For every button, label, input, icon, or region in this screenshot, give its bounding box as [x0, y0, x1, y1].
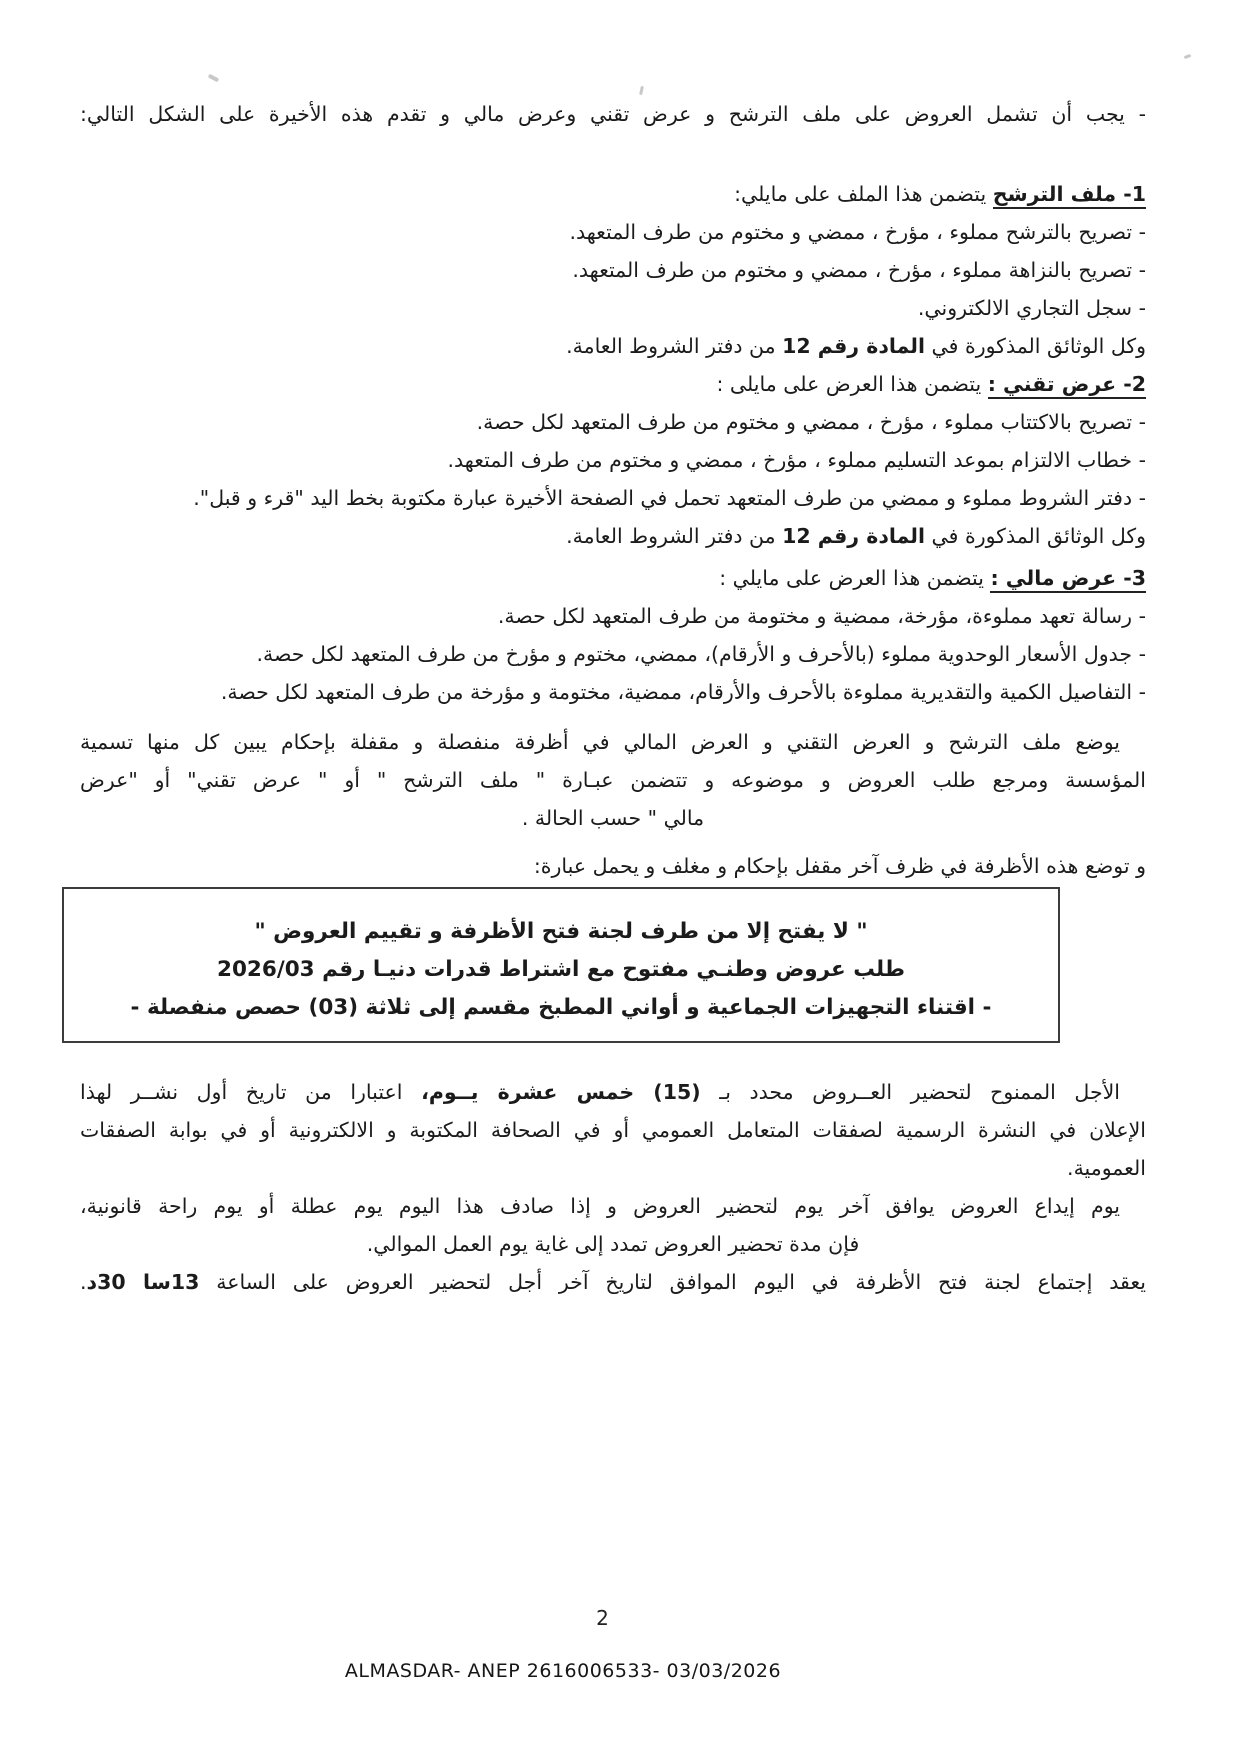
note-text: وكل الوثائق المذكورة في [925, 524, 1146, 548]
deadline-text: اعتبارا من تاريخ أول نشــر لهذا [80, 1080, 422, 1104]
envelope-intro-line: و توضع هذه الأظرفة في ظرف آخر مقفل بإحكام و مغلف و يحمل عبارة: [533, 854, 1146, 878]
notice-box-line: " لا يفتح إلا من طرف لجنة فتح الأظرفة و تقييم العروض " [254, 919, 868, 944]
section-3-item: - التفاصيل الكمية والتقديرية مملوءة بالأحرف والأرقام، ممضية، مختومة و مؤرخة من طرف المتعهد لكل حصة. [220, 680, 1146, 704]
section-2-heading [80, 365, 1146, 403]
section-1-title-rest: يتضمن هذا الملف على مايلي: [734, 182, 993, 206]
submission-line: يوم إيداع العروض يوافق آخر يوم لتحضير العروض و إذا صادف هذا اليوم يوم عطلة أو يوم راحة قانونية، [80, 1194, 1120, 1218]
notice-box-line: - اقتناء التجهيزات الجماعية و أواني المطبخ مقسم إلى ثلاثة (03) حصص منفصلة - [130, 995, 992, 1020]
section-3-heading [80, 559, 1146, 597]
page-number: 2 [596, 1606, 609, 1630]
section-1-item: - تصريح بالنزاهة مملوء ، مؤرخ ، ممضي و مختوم من طرف المتعهد. [572, 258, 1146, 282]
section-2-item: - خطاب الالتزام بموعد التسليم مملوء ، مؤرخ ، ممضي و مختوم من طرف المتعهد. [447, 448, 1146, 472]
note-article-ref: المادة رقم 12 [782, 524, 926, 548]
placement-line: المؤسسة ومرجع طلب العروض و موضوعه و تتضمن عبـارة " ملف الترشح " أو " عرض تقني" أو "عرض [80, 768, 1146, 792]
publication-reference: ALMASDAR- ANEP 2616006533- 03/03/2026 [344, 1660, 782, 1682]
submission-paragraph [80, 1187, 1146, 1263]
section-2-item: - تصريح بالاكتتاب مملوء ، مؤرخ ، ممضي و مختوم من طرف المتعهد لكل حصة. [476, 410, 1146, 434]
note-text: من دفتر الشروط العامة. [566, 524, 783, 548]
opening-text: . [80, 1270, 87, 1294]
deadline-line: الإعلان في النشرة الرسمية لصفقات المتعامل العمومي أو في الصحافة المكتوبة و الالكترونية أو في بوابة الصفقات [80, 1118, 1146, 1142]
envelope-notice-box [62, 887, 1060, 1043]
opening-time: 13سا 30د [86, 1270, 200, 1294]
section-1-item: - تصريح بالترشح مملوء ، مؤرخ ، ممضي و مختوم من طرف المتعهد. [569, 220, 1146, 244]
placement-line: مالي " حسب الحالة . [521, 806, 705, 830]
deadline-line: العمومية. [1067, 1156, 1146, 1180]
scan-speck [1184, 54, 1192, 59]
note-article-ref: المادة رقم 12 [782, 334, 926, 358]
deadline-duration: (15) خمس عشرة يــوم، [421, 1080, 701, 1104]
deadline-text: الأجل الممنوح لتحضير العــروض محدد بـ [700, 1080, 1121, 1104]
intro-paragraph: - يجب أن تشمل العروض على ملف الترشح و عرض تقني وعرض مالي و تقدم هذه الأخيرة على الشكل التالي: [80, 102, 1146, 126]
note-text: وكل الوثائق المذكورة في [925, 334, 1146, 358]
section-2-title-rest: يتضمن هذا العرض على مايلى : [716, 372, 988, 396]
note-text: من دفتر الشروط العامة. [566, 334, 783, 358]
opening-meeting-line [80, 1263, 1146, 1301]
section-3-item: - رسالة تعهد مملوءة، مؤرخة، ممضية و مختومة من طرف المتعهد لكل حصة. [497, 604, 1146, 628]
submission-line: فإن مدة تحضير العروض تمدد إلى غاية يوم العمل الموالي. [366, 1232, 860, 1256]
section-2-note [80, 517, 1146, 555]
placement-line: يوضع ملف الترشح و العرض التقني و العرض المالي في أظرفة منفصلة و مقفلة بإحكام يبين كل منها تسمية [80, 730, 1120, 754]
section-3-title: 3- عرض مالي : [990, 566, 1146, 593]
placement-paragraph [80, 723, 1146, 837]
section-3-title-rest: يتضمن هذا العرض على مايلي : [719, 566, 991, 590]
section-2-title: 2- عرض تقني : [988, 372, 1146, 399]
section-1-note [80, 327, 1146, 365]
section-1-heading [80, 175, 1146, 213]
section-1-item: - سجل التجاري الالكتروني. [917, 296, 1146, 320]
section-2-item: - دفتر الشروط مملوء و ممضي من طرف المتعهد تحمل في الصفحة الأخيرة عبارة مكتوبة بخط اليد "قرء و قبل". [193, 486, 1146, 510]
opening-text: يعقد إجتماع لجنة فتح الأظرفة في اليوم الموافق لتاريخ آخر أجل لتحضير العروض على الساعة [199, 1270, 1146, 1294]
section-1-title: 1- ملف الترشح [993, 182, 1146, 209]
deadline-line [80, 1073, 1146, 1111]
notice-box-line: طلب عروض وطنـي مفتوح مع اشتراط قدرات دنيـا رقم 2026/03 [217, 957, 905, 982]
document-body [80, 0, 1146, 1301]
deadline-paragraph [80, 1073, 1146, 1187]
section-3-item: - جدول الأسعار الوحدوية مملوء (بالأحرف و الأرقام)، ممضي، مختوم و مؤرخ من طرف المتعهد لكل حصة. [256, 642, 1146, 666]
